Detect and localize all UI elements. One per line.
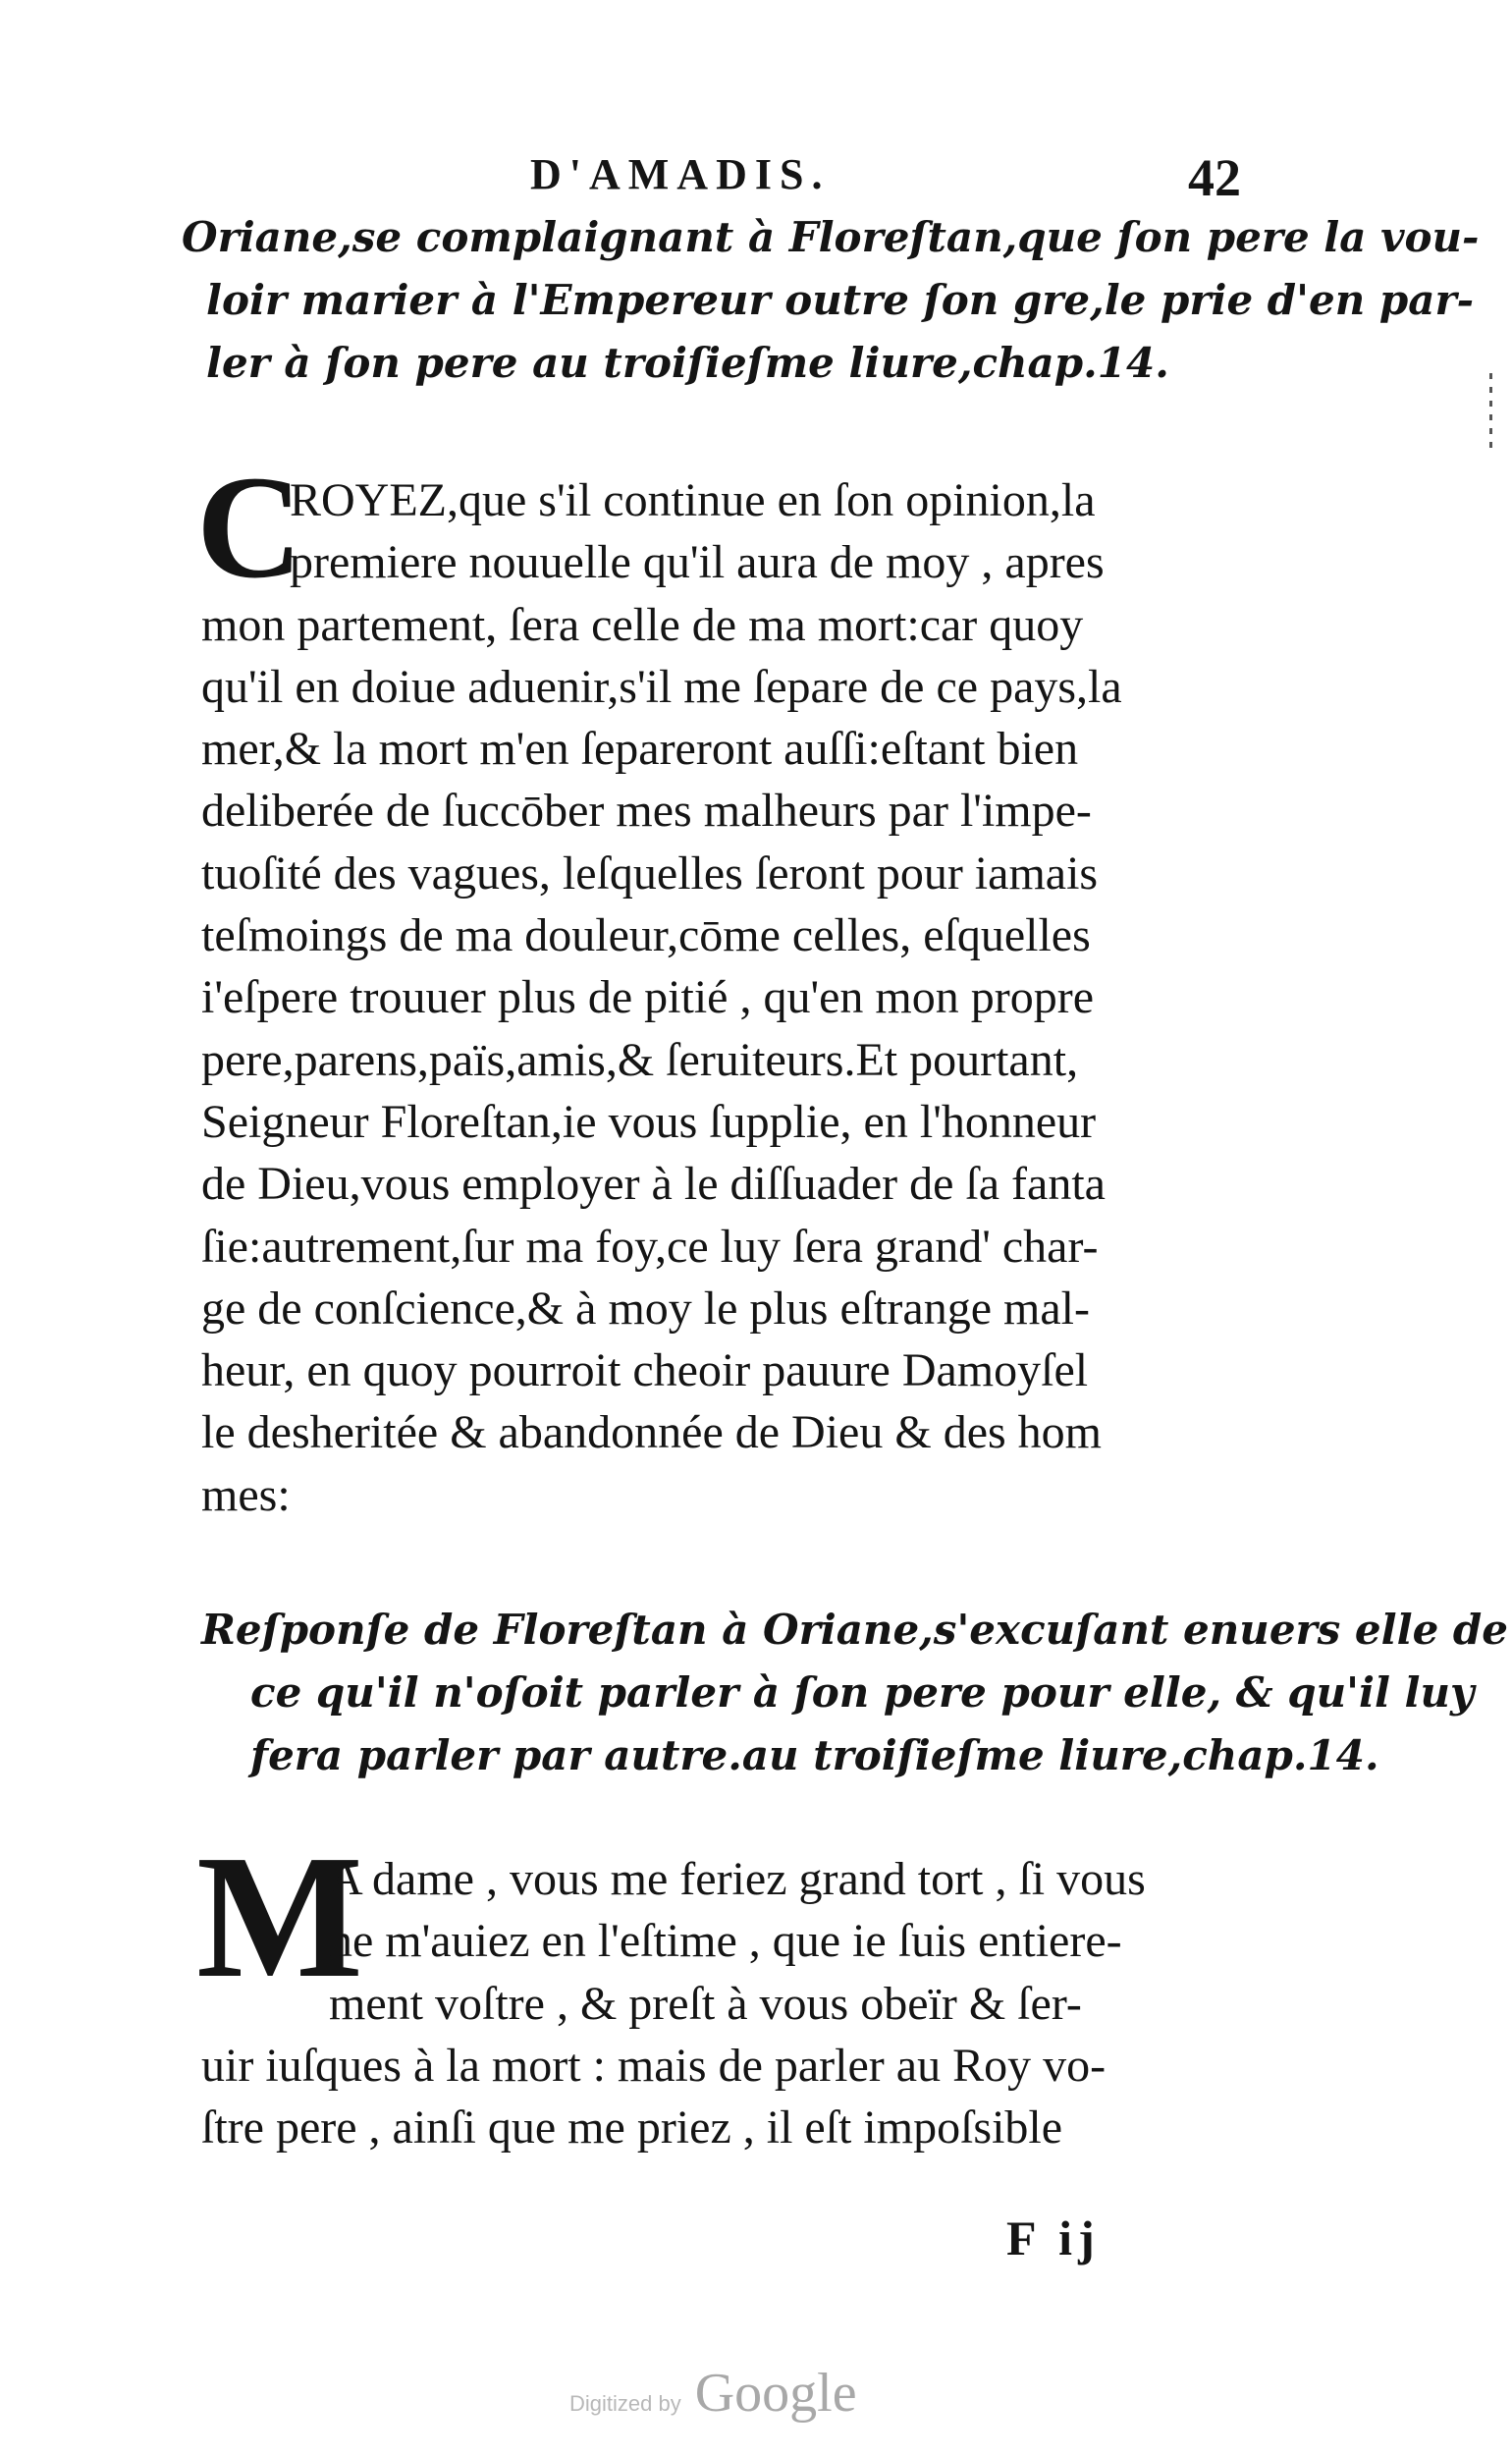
body-line: le desheritée & abandonnée de Dieu & des hom <box>201 1406 1103 1459</box>
body-line: mer,& la mort m'en ſepareront auſſi:eſtant bien <box>201 723 1079 776</box>
signature-mark: F ij <box>1006 2210 1101 2265</box>
page-number: 42 <box>1188 148 1241 207</box>
body-line: qu'il en doiue aduenir,s'il me ſepare de ce pays,la <box>201 660 1122 713</box>
body-line: ne m'auiez en l'eſtime , que ie ſuis entiere- <box>329 1915 1122 1968</box>
body-line: ſie:autrement,ſur ma foy,ce luy ſera grand' char- <box>201 1220 1099 1273</box>
body-line: i'eſpere trouuer plus de pitié , qu'en mon propre <box>201 971 1095 1024</box>
body-line: A dame , vous me feriez grand tort , ſi vous <box>329 1853 1146 1905</box>
body-line: ROYEZ,que s'il continue en ſon opinion,la <box>290 474 1096 526</box>
rubric-line: Oriane,se complaignant à Floreſtan,que ſon pere la vou- <box>182 213 1480 261</box>
section-2-body <box>201 1848 1146 2158</box>
section-1-body <box>201 469 1122 1526</box>
drop-cap-c: C <box>196 446 303 609</box>
body-line: Seigneur Floreſtan,ie vous ſupplie, en l'honneur <box>201 1095 1097 1148</box>
section-2-rubric <box>201 1599 1508 1787</box>
rubric-line: loir marier à l'Empereur outre ſon gre,le prie d'en par- <box>206 276 1475 324</box>
body-line: de Dieu,vous employer à le diſſuader de ſa fanta <box>201 1158 1106 1211</box>
section-1-rubric <box>182 206 1479 395</box>
body-line: ſtre pere , ainſi que me priez , il eſt impoſsible <box>201 2101 1063 2155</box>
body-line: pere,parens,païs,amis,& ſeruiteurs.Et pourtant, <box>201 1033 1079 1086</box>
google-logo: Google <box>694 2363 857 2424</box>
body-line: deliberée de ſuccōber mes malheurs par l'impe- <box>201 785 1092 838</box>
body-line: ment voſtre , & preſt à vous obeïr & ſer- <box>329 1977 1082 2030</box>
drop-cap-m: M <box>196 1819 363 2014</box>
running-title: D'AMADIS. <box>530 150 831 198</box>
digitized-label: Digitized by <box>569 2391 681 2416</box>
body-line: mes: <box>201 1468 291 1521</box>
rubric-line: Reſponſe de Floreſtan à Oriane,s'excuſant enuers elle de <box>201 1606 1508 1654</box>
digitized-watermark <box>569 2362 857 2425</box>
body-line: tuoſité des vagues, leſquelles ſeront pour iamais <box>201 846 1099 900</box>
body-line: premiere nouuelle qu'il aura de moy , apres <box>290 536 1105 589</box>
rubric-line: fera parler par autre.au troiſieſme liure,chap.14. <box>250 1731 1379 1779</box>
body-line: ge de conſcience,& à moy le plus eſtrange mal- <box>201 1282 1090 1335</box>
body-line: uir iuſques à la mort : mais de parler au Roy vo- <box>201 2039 1107 2092</box>
body-line: heur, en quoy pourroit cheoir pauure Damoyſel <box>201 1344 1089 1397</box>
body-line: teſmoings de ma douleur,cōme celles, eſquelles <box>201 909 1091 962</box>
margin-mark <box>1489 373 1492 452</box>
rubric-line: ler à ſon pere au troiſieſme liure,chap.14. <box>206 339 1169 387</box>
rubric-line: ce qu'il n'oſoit parler à ſon pere pour elle, & qu'il luy <box>250 1668 1475 1717</box>
body-line: mon partement, ſera celle de ma mort:car quoy <box>201 598 1084 651</box>
